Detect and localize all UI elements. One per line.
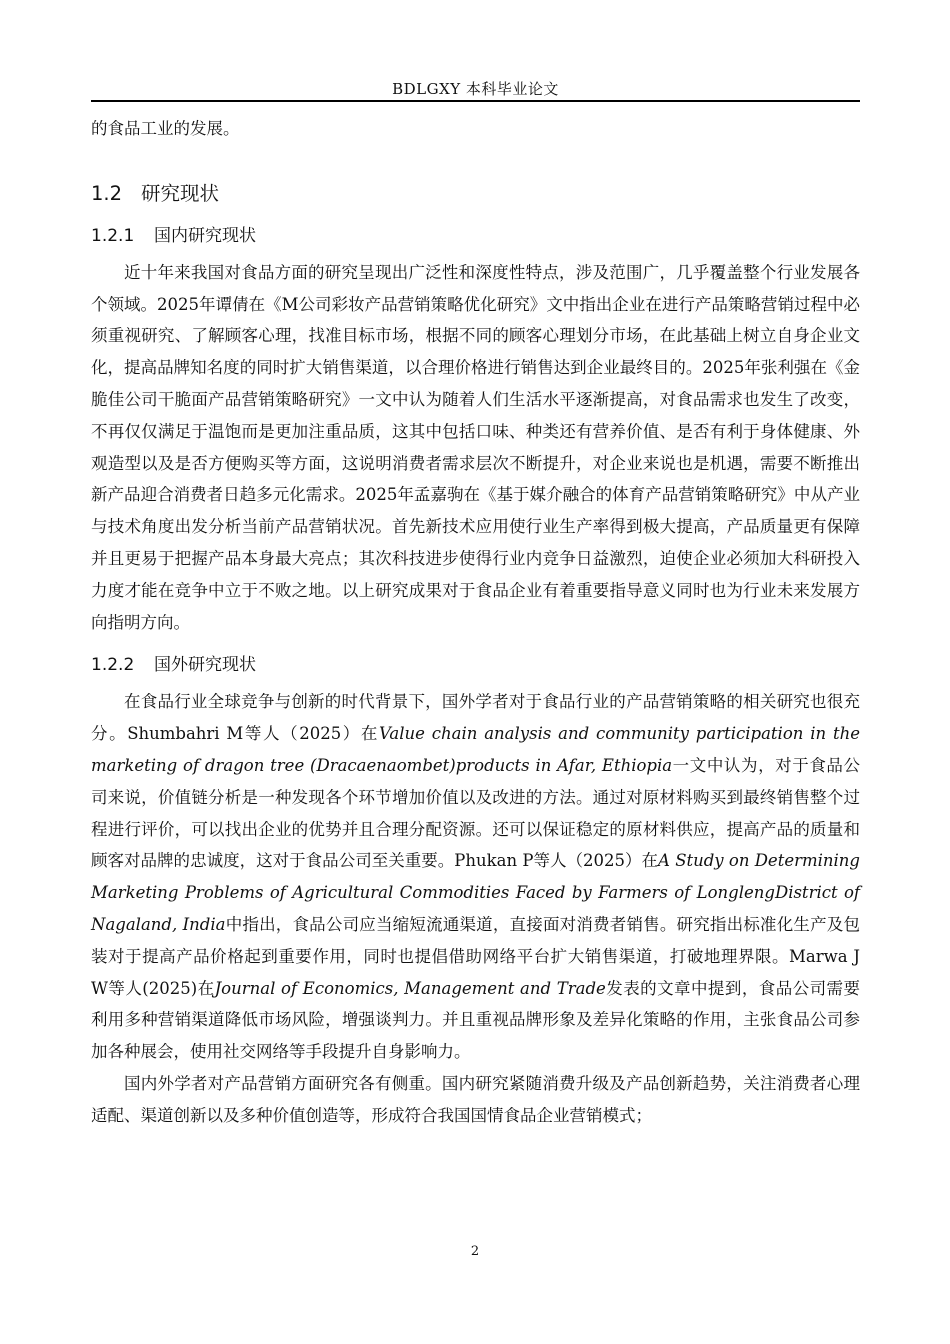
- paragraph-summary: 国内外学者对产品营销方面研究各有侧重。国内研究紧随消费升级及产品创新趋势，关注消费者心理适配、渠道创新以及多种价值创造等，形成符合我国国情食品企业营销模式；: [91, 1073, 860, 1125]
- running-header: BDLGXY 本科毕业论文: [392, 80, 559, 98]
- page-number: 2: [470, 1244, 480, 1259]
- section-heading-1-2: [91, 179, 860, 209]
- subsection-title: 国外研究现状: [154, 655, 256, 676]
- subsection-number: 1.2.2: [91, 655, 135, 676]
- cited-title: A Study on Determining Marketing Problems of Agricultural Commodities Faced by Farmers of LonglengDistrict of Nagaland, India: [91, 851, 860, 934]
- text-run: 发表的文章中提到，食品公司需要利用多种营销渠道降低市场风险，增强谈判力。并且重视品牌形象及差异化策略的作用，主张食品公司参加各种展会，使用社交网络等手段提升自身影响力。: [91, 978, 861, 1062]
- text-run: 一文中认为，对于食品公司来说，价值链分析是一种发现各个环节增加价值以及改进的方法。通过对原材料购买到最终销售整个过程进行评价，可以找出企业的优势并且合理分配资源。还可以保证稳定的原材料供应，提高产品的质量和顾客对品牌的忠诚度，这对于食品公司至关重要。Phukan P等人（2025）在: [91, 755, 861, 871]
- subsection-heading-1-2-2: [91, 650, 860, 680]
- section-title: 研究现状: [141, 181, 220, 205]
- text-run: 中指出，食品公司应当缩短流通渠道，直接面对消费者销售。研究指出标准化生产及包装对于提高产品价格起到重要作用，同时也提倡借助网络平台扩大销售渠道，打破地理界限。Marwa J W等人(2025)在: [91, 914, 861, 998]
- section-number: 1.2: [91, 181, 123, 205]
- page-body: [91, 113, 860, 1132]
- paragraph-continuation: 的食品工业的发展。: [91, 119, 240, 138]
- cited-title: Value chain analysis and community participation in the marketing of dragon tree (Dracaenaombet)products in Afar, Ethiopia: [91, 724, 860, 775]
- subsection-heading-1-2-1: [91, 221, 860, 251]
- header-rule: [91, 100, 860, 102]
- paragraph-domestic-research: 近十年来我国对食品方面的研究呈现出广泛性和深度性特点，涉及范围广，几乎覆盖整个行业发展各个领域。2025年谭倩在《M公司彩妆产品营销策略优化研究》文中指出企业在进行产品策略营销过程中必须重视研究、了解顾客心理，找准目标市场，根据不同的顾客心理划分市场，在此基础上树立自身企业文化，提高品牌知名度的同时扩大销售渠道，以合理价格进行销售达到企业最终目的。2025年张利强在《金脆佳公司干脆面产品营销策略研究》一文中认为随着人们生活水平逐渐提高，对食品需求也发生了改变，不再仅仅满足于温饱而是更加注重品质，这其中包括口味、种类还有营养价值、是否有利于身体健康、外观造型以及是否方便购买等方面，这说明消费者需求层次不断提升，对企业来说也是机遇，需要不断推出新产品迎合消费者日趋多元化需求。2025年孟嘉驹在《基于媒介融合的体育产品营销策略研究》中从产业与技术角度出发分析当前产品营销状况。首先新技术应用使行业生产率得到极大提高，产品质量更有保障并且更易于把握产品本身最大亮点；其次科技进步使得行业内竞争日益激烈，迫使企业必须加大科研投入力度才能在竞争中立于不败之地。以上研究成果对于食品企业有着重要指导意义同时也为行业未来发展方向指明方向。: [91, 262, 860, 632]
- subsection-title: 国内研究现状: [154, 225, 256, 246]
- paragraph-foreign-research: [91, 686, 860, 1068]
- cited-journal: Journal of Economics, Management and Trade: [214, 978, 606, 998]
- subsection-number: 1.2.1: [91, 225, 135, 246]
- text-run: 在食品行业全球竞争与创新的时代背景下，国外学者对于食品行业的产品营销策略的相关研究也很充分。Shumbahri M等人（2025）在: [91, 692, 860, 744]
